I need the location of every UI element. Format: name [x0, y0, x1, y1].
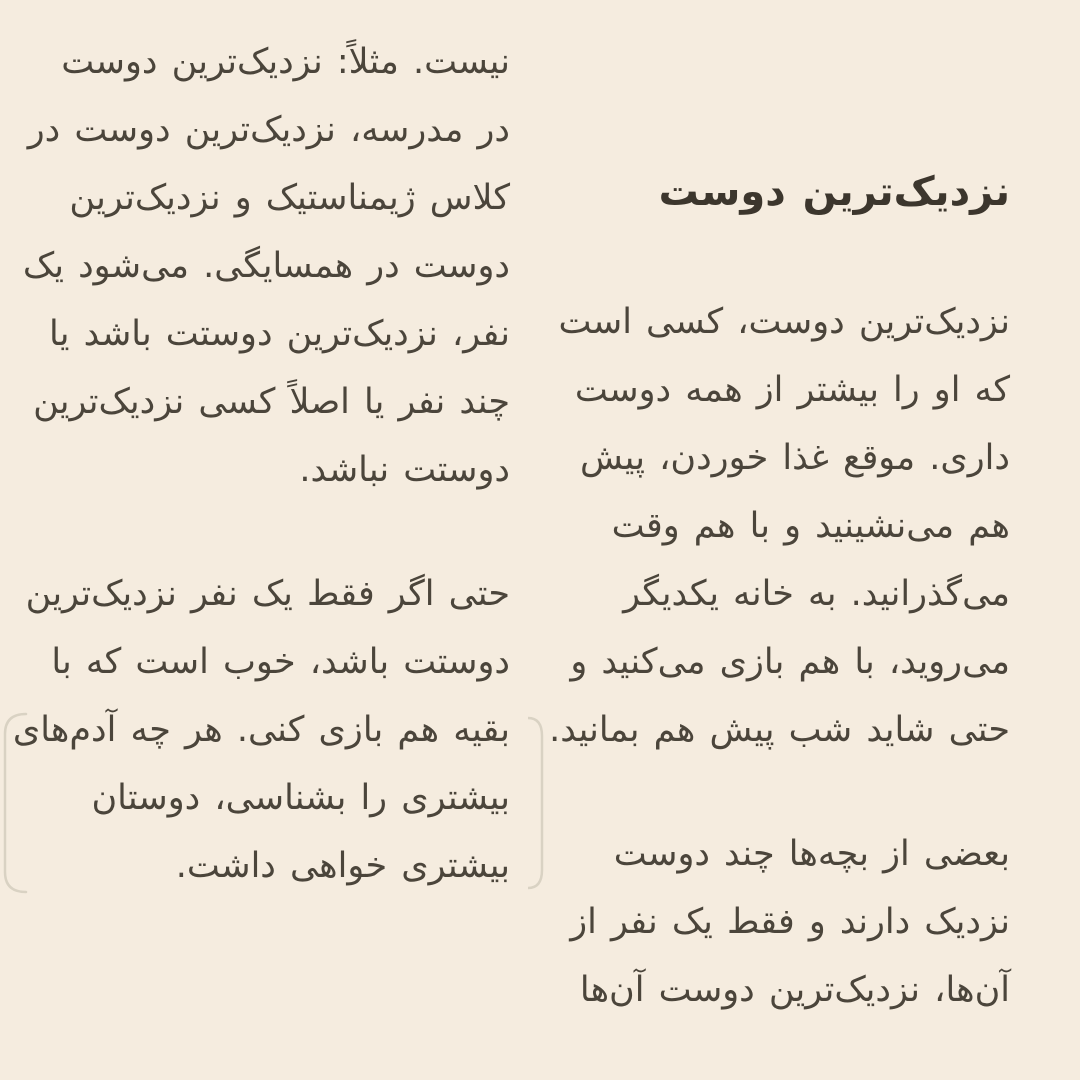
text-line: بیشتری را بشناسی، دوستان: [91, 778, 510, 818]
column-left: [12, 0, 510, 900]
text-line: دوست در همسایگی. می‌شود یک: [22, 246, 510, 286]
text-line: نیست. مثلاً: نزدیک‌ترین دوست: [61, 42, 510, 82]
text-line: نزدیک‌ترین دوست، کسی است: [558, 302, 1010, 342]
chapter-title: نزدیک‌ترین دوست: [658, 169, 1010, 215]
text-line: در مدرسه، نزدیک‌ترین دوست در: [27, 110, 510, 150]
column-right: [549, 0, 1010, 1024]
text-line: داری. موقع غذا خوردن، پیش: [580, 438, 1010, 478]
text-line: که او را بیشتر از همه دوست: [574, 370, 1010, 410]
text-line: آن‌ها، نزدیک‌ترین دوست آن‌ها: [579, 970, 1010, 1010]
text-line: هم می‌نشینید و با هم وقت: [611, 506, 1010, 546]
text-line: حتی شاید شب پیش هم بمانید.: [549, 710, 1010, 750]
text-line: نزدیک دارند و فقط یک نفر از: [570, 902, 1010, 942]
text-line: حتی اگر فقط یک نفر نزدیک‌ترین: [25, 574, 510, 614]
text-line: بیشتری خواهی داشت.: [175, 846, 510, 886]
text-line: چند نفر یا اصلاً کسی نزدیک‌ترین: [33, 382, 510, 422]
text-line: دوستت باشد، خوب است که با: [51, 642, 510, 682]
paragraph: [20, 28, 510, 504]
text-line: می‌گذرانید. به خانه یکدیگر: [623, 574, 1010, 614]
paragraph: [549, 288, 1010, 764]
text-line: کلاس ژیمناستیک و نزدیک‌ترین: [69, 178, 510, 218]
text-line: بعضی از بچه‌ها چند دوست: [613, 834, 1010, 874]
text-line: می‌روید، با هم بازی می‌کنید و: [570, 642, 1010, 682]
paragraph: [560, 820, 1010, 1024]
paragraph: [12, 560, 510, 900]
text-line: بقیه هم بازی کنی. هر چه آدم‌های: [12, 710, 510, 750]
text-line: نفر، نزدیک‌ترین دوستت باشد یا: [49, 314, 510, 354]
text-line: دوستت نباشد.: [299, 450, 510, 490]
